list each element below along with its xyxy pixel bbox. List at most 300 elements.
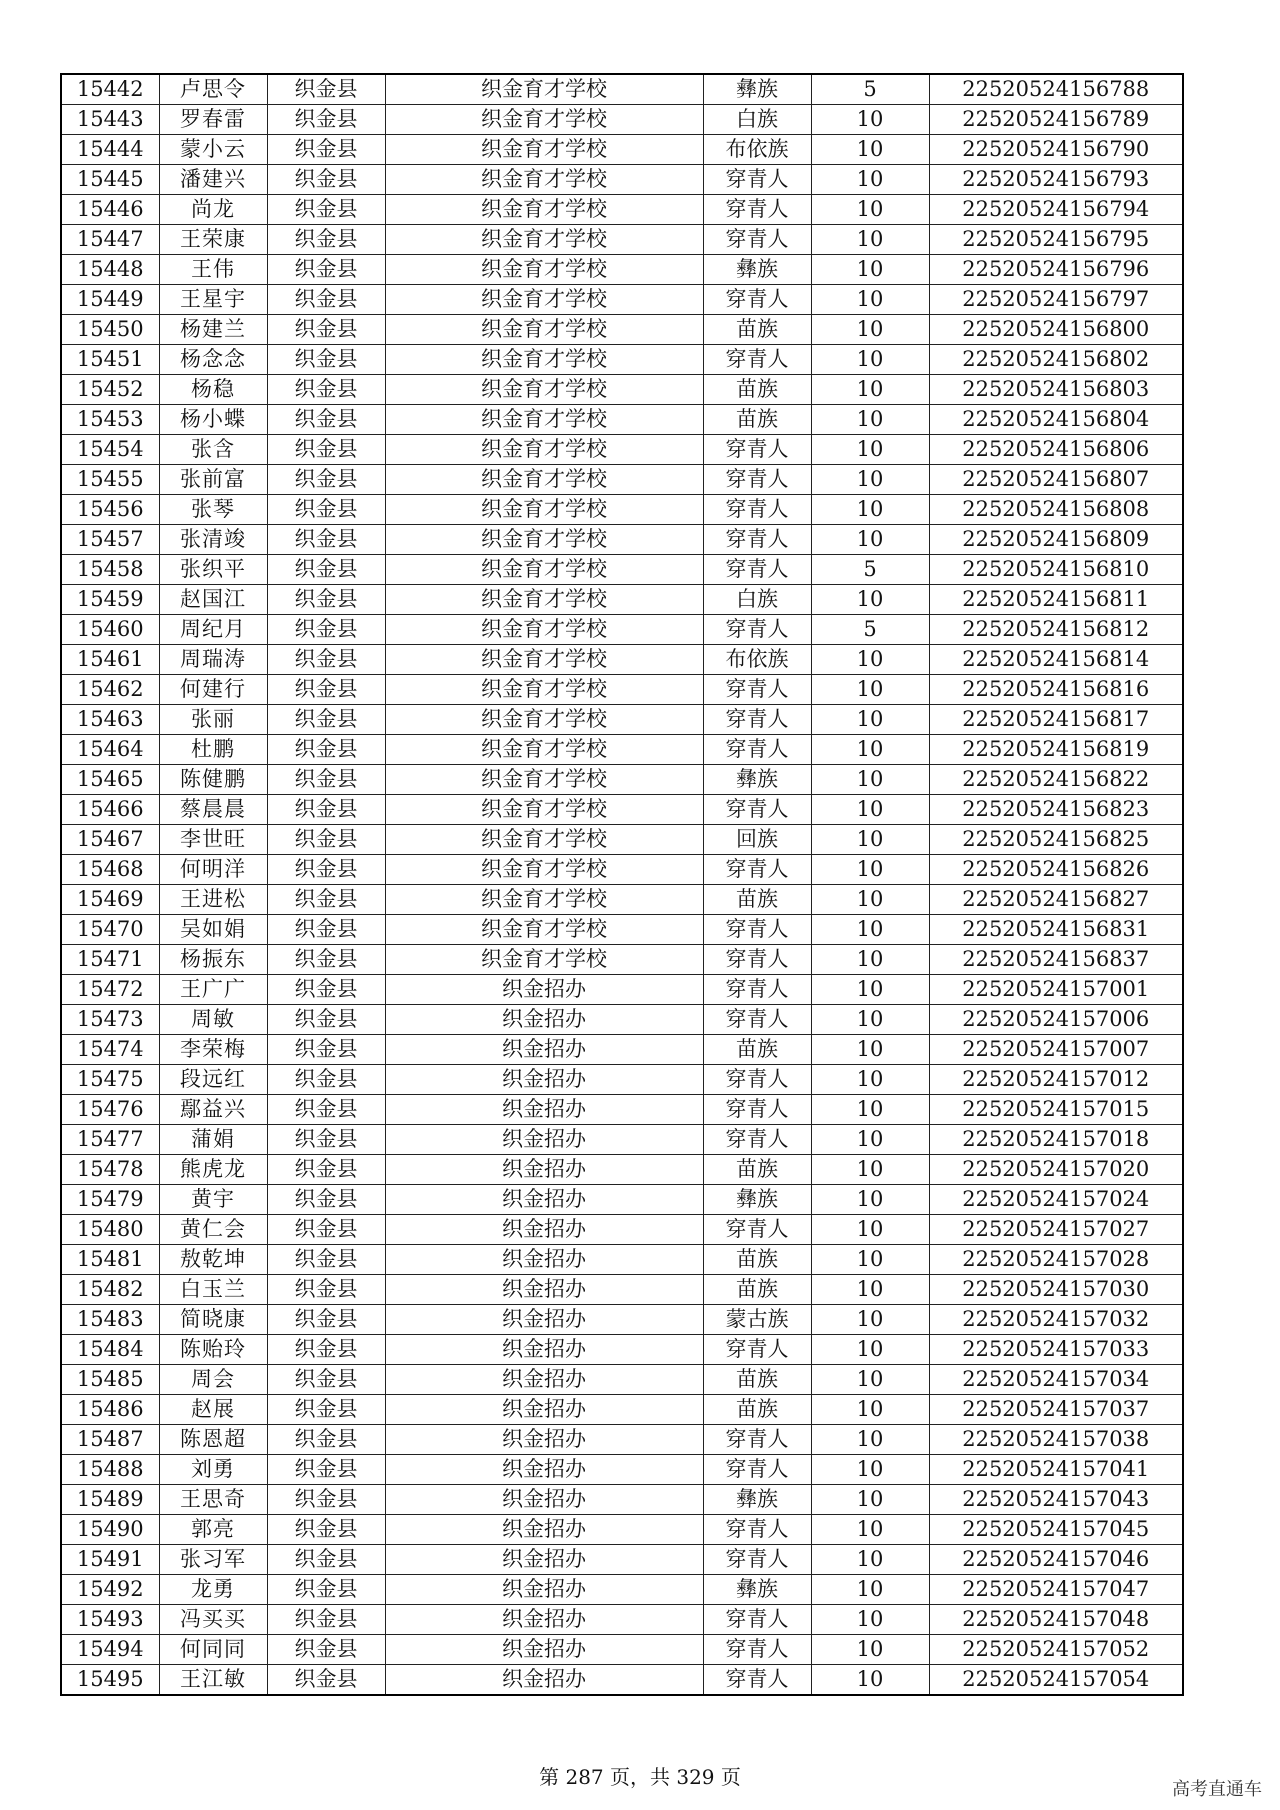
cell-bonus-points: 10 [811,735,929,765]
table-row [61,585,1183,615]
table-row [61,1515,1183,1545]
cell-exam-number: 22520524156802 [929,345,1183,375]
cell-exam-number: 22520524157048 [929,1605,1183,1635]
cell-exam-number: 22520524156808 [929,495,1183,525]
cell-school: 织金招办 [385,1185,703,1215]
cell-ethnicity: 穿青人 [703,1125,811,1155]
cell-ethnicity: 白族 [703,105,811,135]
cell-seq-no: 15445 [61,165,159,195]
cell-county: 织金县 [267,915,385,945]
cell-seq-no: 15463 [61,705,159,735]
cell-county: 织金县 [267,315,385,345]
cell-exam-number: 22520524157047 [929,1575,1183,1605]
cell-exam-number: 22520524156809 [929,525,1183,555]
table-row [61,1065,1183,1095]
cell-school: 织金招办 [385,1425,703,1455]
cell-school: 织金招办 [385,1125,703,1155]
table-row [61,165,1183,195]
cell-bonus-points: 10 [811,1185,929,1215]
cell-ethnicity: 穿青人 [703,1005,811,1035]
cell-exam-number: 22520524156788 [929,74,1183,105]
cell-school: 织金育才学校 [385,465,703,495]
table-row [61,645,1183,675]
cell-seq-no: 15493 [61,1605,159,1635]
table-row [61,1155,1183,1185]
cell-county: 织金县 [267,1605,385,1635]
cell-school: 织金招办 [385,1065,703,1095]
cell-name: 卢思令 [159,74,267,105]
cell-school: 织金招办 [385,1605,703,1635]
table-row [61,885,1183,915]
table-row [61,1275,1183,1305]
cell-exam-number: 22520524157027 [929,1215,1183,1245]
cell-seq-no: 15488 [61,1455,159,1485]
cell-school: 织金育才学校 [385,615,703,645]
cell-school: 织金招办 [385,1485,703,1515]
cell-bonus-points: 10 [811,915,929,945]
cell-exam-number: 22520524156806 [929,435,1183,465]
cell-exam-number: 22520524157020 [929,1155,1183,1185]
cell-school: 织金招办 [385,1245,703,1275]
cell-bonus-points: 10 [811,1155,929,1185]
cell-exam-number: 22520524157041 [929,1455,1183,1485]
cell-county: 织金县 [267,165,385,195]
cell-ethnicity: 苗族 [703,375,811,405]
cell-bonus-points: 10 [811,585,929,615]
cell-exam-number: 22520524156814 [929,645,1183,675]
cell-seq-no: 15474 [61,1035,159,1065]
cell-bonus-points: 10 [811,435,929,465]
cell-seq-no: 15486 [61,1395,159,1425]
cell-bonus-points: 10 [811,105,929,135]
cell-ethnicity: 穿青人 [703,975,811,1005]
cell-seq-no: 15450 [61,315,159,345]
cell-name: 周纪月 [159,615,267,645]
cell-exam-number: 22520524157030 [929,1275,1183,1305]
cell-name: 陈健鹏 [159,765,267,795]
cell-name: 蒙小云 [159,135,267,165]
cell-bonus-points: 10 [811,1275,929,1305]
table-row [61,225,1183,255]
cell-county: 织金县 [267,795,385,825]
cell-name: 简晓康 [159,1305,267,1335]
cell-name: 何建行 [159,675,267,705]
cell-county: 织金县 [267,255,385,285]
cell-school: 织金招办 [385,975,703,1005]
cell-county: 织金县 [267,375,385,405]
cell-ethnicity: 穿青人 [703,945,811,975]
cell-name: 周会 [159,1365,267,1395]
cell-school: 织金育才学校 [385,345,703,375]
cell-exam-number: 22520524156810 [929,555,1183,585]
table-row [61,345,1183,375]
cell-school: 织金育才学校 [385,705,703,735]
table-row [61,1485,1183,1515]
cell-exam-number: 22520524156793 [929,165,1183,195]
cell-school: 织金育才学校 [385,525,703,555]
table-row [61,1305,1183,1335]
table-row [61,765,1183,795]
cell-name: 张清竣 [159,525,267,555]
cell-bonus-points: 10 [811,945,929,975]
cell-school: 织金育才学校 [385,555,703,585]
cell-name: 杨建兰 [159,315,267,345]
cell-ethnicity: 穿青人 [703,195,811,225]
cell-name: 刘勇 [159,1455,267,1485]
cell-bonus-points: 10 [811,765,929,795]
cell-county: 织金县 [267,1155,385,1185]
cell-school: 织金招办 [385,1215,703,1245]
cell-county: 织金县 [267,765,385,795]
cell-bonus-points: 5 [811,74,929,105]
cell-seq-no: 15452 [61,375,159,405]
cell-name: 王荣康 [159,225,267,255]
cell-exam-number: 22520524157032 [929,1305,1183,1335]
cell-bonus-points: 10 [811,315,929,345]
cell-seq-no: 15465 [61,765,159,795]
cell-ethnicity: 穿青人 [703,1455,811,1485]
cell-exam-number: 22520524156804 [929,405,1183,435]
cell-exam-number: 22520524157045 [929,1515,1183,1545]
table-row [61,855,1183,885]
cell-ethnicity: 穿青人 [703,225,811,255]
cell-seq-no: 15453 [61,405,159,435]
cell-name: 杨念念 [159,345,267,375]
cell-school: 织金育才学校 [385,315,703,345]
cell-seq-no: 15478 [61,1155,159,1185]
cell-county: 织金县 [267,135,385,165]
table-row [61,375,1183,405]
cell-ethnicity: 穿青人 [703,285,811,315]
cell-school: 织金育才学校 [385,675,703,705]
cell-seq-no: 15479 [61,1185,159,1215]
cell-name: 王进松 [159,885,267,915]
cell-bonus-points: 10 [811,825,929,855]
cell-bonus-points: 10 [811,1515,929,1545]
cell-exam-number: 22520524157033 [929,1335,1183,1365]
cell-seq-no: 15495 [61,1665,159,1696]
cell-school: 织金育才学校 [385,735,703,765]
table-row [61,705,1183,735]
cell-seq-no: 15464 [61,735,159,765]
cell-bonus-points: 10 [811,1395,929,1425]
cell-bonus-points: 10 [811,165,929,195]
cell-exam-number: 22520524156807 [929,465,1183,495]
cell-name: 赵展 [159,1395,267,1425]
table-row [61,1395,1183,1425]
cell-name: 何同同 [159,1635,267,1665]
cell-seq-no: 15446 [61,195,159,225]
cell-county: 织金县 [267,1635,385,1665]
cell-ethnicity: 白族 [703,585,811,615]
cell-county: 织金县 [267,1455,385,1485]
cell-ethnicity: 穿青人 [703,1095,811,1125]
cell-seq-no: 15461 [61,645,159,675]
cell-bonus-points: 10 [811,225,929,255]
cell-school: 织金招办 [385,1575,703,1605]
cell-school: 织金招办 [385,1095,703,1125]
table-row [61,1545,1183,1575]
table-row [61,1455,1183,1485]
cell-bonus-points: 10 [811,135,929,165]
cell-seq-no: 15475 [61,1065,159,1095]
cell-county: 织金县 [267,735,385,765]
cell-exam-number: 22520524156819 [929,735,1183,765]
cell-name: 周敏 [159,1005,267,1035]
cell-name: 王广广 [159,975,267,1005]
cell-seq-no: 15487 [61,1425,159,1455]
cell-bonus-points: 10 [811,375,929,405]
cell-exam-number: 22520524156811 [929,585,1183,615]
cell-county: 织金县 [267,615,385,645]
cell-seq-no: 15470 [61,915,159,945]
cell-bonus-points: 10 [811,495,929,525]
cell-bonus-points: 10 [811,285,929,315]
cell-ethnicity: 彝族 [703,1485,811,1515]
table-row [61,1245,1183,1275]
cell-seq-no: 15492 [61,1575,159,1605]
cell-school: 织金招办 [385,1365,703,1395]
table-body [61,74,1183,1695]
cell-name: 陈贻玲 [159,1335,267,1365]
cell-ethnicity: 穿青人 [703,1605,811,1635]
cell-county: 织金县 [267,495,385,525]
cell-name: 蔡晨晨 [159,795,267,825]
cell-exam-number: 22520524157024 [929,1185,1183,1215]
cell-name: 潘建兴 [159,165,267,195]
cell-county: 织金县 [267,435,385,465]
table-row [61,105,1183,135]
cell-exam-number: 22520524157006 [929,1005,1183,1035]
cell-name: 尚龙 [159,195,267,225]
table-row [61,315,1183,345]
cell-bonus-points: 10 [811,795,929,825]
cell-bonus-points: 10 [811,1635,929,1665]
cell-county: 织金县 [267,1065,385,1095]
table-row [61,285,1183,315]
cell-bonus-points: 10 [811,1425,929,1455]
table-row [61,1575,1183,1605]
cell-ethnicity: 穿青人 [703,555,811,585]
cell-bonus-points: 10 [811,1335,929,1365]
cell-ethnicity: 穿青人 [703,345,811,375]
cell-county: 织金县 [267,1095,385,1125]
cell-name: 罗春雷 [159,105,267,135]
cell-school: 织金育才学校 [385,74,703,105]
cell-exam-number: 22520524156797 [929,285,1183,315]
cell-ethnicity: 苗族 [703,1365,811,1395]
cell-county: 织金县 [267,285,385,315]
cell-seq-no: 15489 [61,1485,159,1515]
table-row [61,1365,1183,1395]
cell-ethnicity: 苗族 [703,1395,811,1425]
cell-bonus-points: 10 [811,885,929,915]
cell-county: 织金县 [267,585,385,615]
cell-ethnicity: 穿青人 [703,465,811,495]
cell-school: 织金育才学校 [385,795,703,825]
cell-ethnicity: 穿青人 [703,495,811,525]
cell-bonus-points: 10 [811,645,929,675]
cell-bonus-points: 10 [811,465,929,495]
cell-name: 冯买买 [159,1605,267,1635]
table-row [61,1125,1183,1155]
cell-ethnicity: 穿青人 [703,915,811,945]
cell-county: 织金县 [267,405,385,435]
cell-county: 织金县 [267,1485,385,1515]
table-row [61,1215,1183,1245]
cell-county: 织金县 [267,1395,385,1425]
cell-school: 织金育才学校 [385,945,703,975]
table-row [61,405,1183,435]
cell-name: 鄢益兴 [159,1095,267,1125]
cell-county: 织金县 [267,1665,385,1696]
cell-ethnicity: 穿青人 [703,1335,811,1365]
cell-ethnicity: 穿青人 [703,165,811,195]
table-row [61,615,1183,645]
cell-exam-number: 22520524157007 [929,1035,1183,1065]
cell-ethnicity: 穿青人 [703,675,811,705]
cell-seq-no: 15483 [61,1305,159,1335]
cell-exam-number: 22520524156790 [929,135,1183,165]
cell-name: 黄宇 [159,1185,267,1215]
cell-name: 张前富 [159,465,267,495]
cell-name: 敖乾坤 [159,1245,267,1275]
cell-name: 王思奇 [159,1485,267,1515]
cell-ethnicity: 苗族 [703,1245,811,1275]
cell-name: 王伟 [159,255,267,285]
cell-bonus-points: 10 [811,1035,929,1065]
table-row [61,1665,1183,1696]
cell-seq-no: 15467 [61,825,159,855]
cell-county: 织金县 [267,1275,385,1305]
cell-county: 织金县 [267,945,385,975]
cell-seq-no: 15455 [61,465,159,495]
table-row [61,1035,1183,1065]
cell-seq-no: 15494 [61,1635,159,1665]
cell-school: 织金招办 [385,1455,703,1485]
cell-ethnicity: 穿青人 [703,855,811,885]
table-row [61,435,1183,465]
cell-name: 赵国江 [159,585,267,615]
cell-school: 织金育才学校 [385,825,703,855]
cell-bonus-points: 10 [811,1665,929,1696]
cell-exam-number: 22520524156825 [929,825,1183,855]
cell-exam-number: 22520524156812 [929,615,1183,645]
cell-county: 织金县 [267,105,385,135]
cell-ethnicity: 苗族 [703,1275,811,1305]
cell-exam-number: 22520524156817 [929,705,1183,735]
cell-bonus-points: 10 [811,1245,929,1275]
cell-name: 龙勇 [159,1575,267,1605]
cell-ethnicity: 穿青人 [703,1515,811,1545]
cell-exam-number: 22520524156822 [929,765,1183,795]
cell-ethnicity: 穿青人 [703,1545,811,1575]
cell-ethnicity: 苗族 [703,1035,811,1065]
cell-seq-no: 15460 [61,615,159,645]
table-row [61,1185,1183,1215]
table-row [61,675,1183,705]
cell-name: 吴如娟 [159,915,267,945]
cell-school: 织金育才学校 [385,495,703,525]
cell-county: 织金县 [267,555,385,585]
cell-seq-no: 15471 [61,945,159,975]
cell-seq-no: 15458 [61,555,159,585]
cell-exam-number: 22520524156837 [929,945,1183,975]
cell-name: 段远红 [159,1065,267,1095]
cell-exam-number: 22520524157034 [929,1365,1183,1395]
table-row [61,735,1183,765]
cell-ethnicity: 穿青人 [703,1215,811,1245]
cell-county: 织金县 [267,345,385,375]
cell-seq-no: 15459 [61,585,159,615]
table-row [61,1605,1183,1635]
cell-county: 织金县 [267,1005,385,1035]
cell-bonus-points: 10 [811,1485,929,1515]
cell-seq-no: 15443 [61,105,159,135]
cell-ethnicity: 彝族 [703,74,811,105]
table-row [61,1425,1183,1455]
cell-school: 织金招办 [385,1275,703,1305]
cell-county: 织金县 [267,1245,385,1275]
cell-bonus-points: 10 [811,1215,929,1245]
cell-school: 织金育才学校 [385,225,703,255]
cell-bonus-points: 10 [811,1305,929,1335]
cell-county: 织金县 [267,1185,385,1215]
cell-name: 张丽 [159,705,267,735]
cell-bonus-points: 10 [811,675,929,705]
cell-name: 李世旺 [159,825,267,855]
cell-seq-no: 15477 [61,1125,159,1155]
cell-bonus-points: 5 [811,555,929,585]
cell-exam-number: 22520524156816 [929,675,1183,705]
cell-exam-number: 22520524157043 [929,1485,1183,1515]
cell-bonus-points: 10 [811,975,929,1005]
cell-ethnicity: 穿青人 [703,1425,811,1455]
cell-county: 织金县 [267,1425,385,1455]
table-row [61,825,1183,855]
cell-bonus-points: 10 [811,1545,929,1575]
cell-seq-no: 15473 [61,1005,159,1035]
cell-seq-no: 15480 [61,1215,159,1245]
cell-exam-number: 22520524157046 [929,1545,1183,1575]
cell-bonus-points: 10 [811,1575,929,1605]
cell-name: 白玉兰 [159,1275,267,1305]
cell-seq-no: 15491 [61,1545,159,1575]
cell-ethnicity: 苗族 [703,1155,811,1185]
cell-school: 织金育才学校 [385,885,703,915]
cell-school: 织金育才学校 [385,135,703,165]
cell-exam-number: 22520524156796 [929,255,1183,285]
cell-exam-number: 22520524157018 [929,1125,1183,1155]
cell-seq-no: 15457 [61,525,159,555]
table-row [61,555,1183,585]
cell-name: 杨振东 [159,945,267,975]
cell-bonus-points: 10 [811,1125,929,1155]
cell-school: 织金育才学校 [385,435,703,465]
cell-ethnicity: 穿青人 [703,615,811,645]
cell-ethnicity: 苗族 [703,885,811,915]
cell-school: 织金招办 [385,1335,703,1365]
cell-seq-no: 15449 [61,285,159,315]
cell-exam-number: 22520524157012 [929,1065,1183,1095]
cell-school: 织金育才学校 [385,165,703,195]
cell-bonus-points: 10 [811,1005,929,1035]
table-row [61,795,1183,825]
table-row [61,1335,1183,1365]
cell-school: 织金育才学校 [385,915,703,945]
table-row [61,255,1183,285]
watermark-text: 高考直通车 [1172,1779,1262,1800]
